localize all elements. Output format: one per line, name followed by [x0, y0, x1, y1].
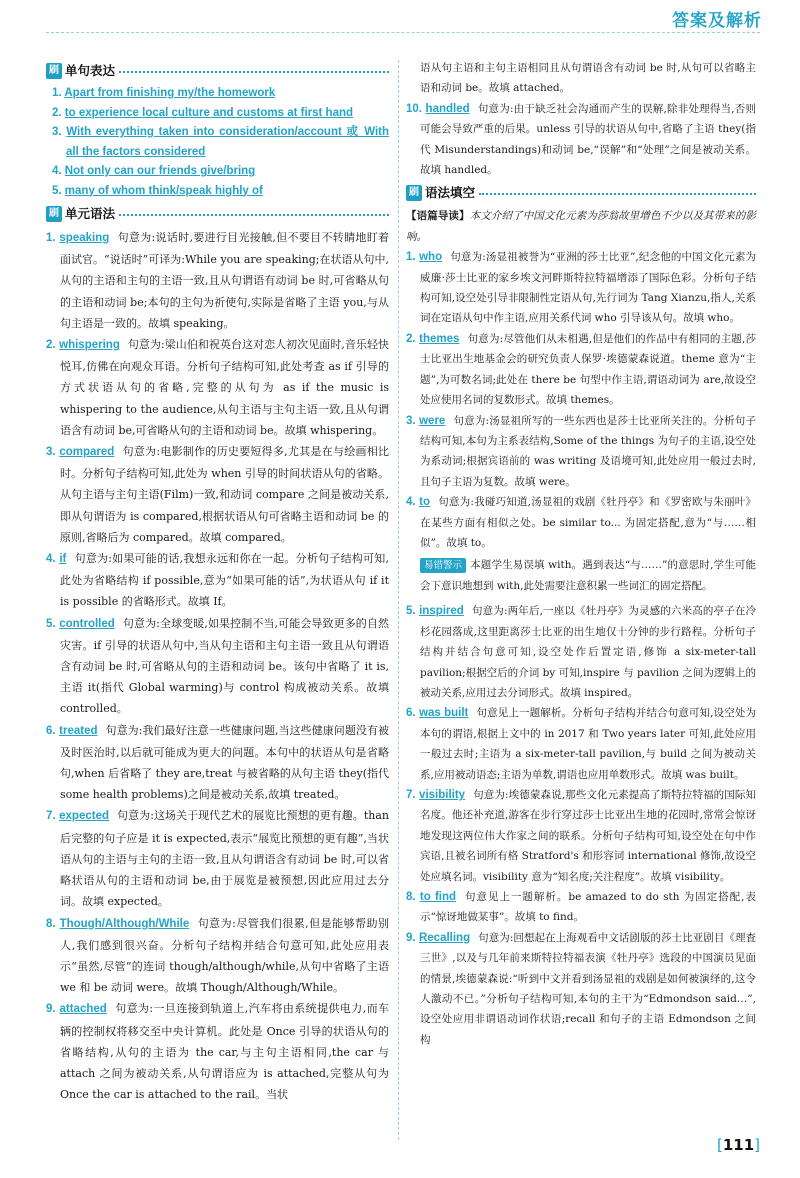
item-answer: to find	[419, 891, 457, 904]
section-badge: 刷	[406, 185, 422, 201]
item-text: 句意为:如果可能的话,我想永远和你在一起。分析句子结构可知,此处为省略结构 if possible,意为“如果可能的话”,为状语从句 if it is possible 的省略形式。故填 If。	[60, 552, 389, 609]
item-answer: were	[419, 414, 446, 427]
item-number: 10.	[406, 102, 422, 115]
item-text: 句意为:由于缺乏社会沟通而产生的误解,除非处理得当,否则可能会导致严重的后果。unless 引导的状语从句中,省略了主语 they(指代 Misunderstandings)和动词 be,“误解”和“处理”之间是被动关系。故填 handled。	[420, 102, 756, 177]
item-number: 2.	[46, 339, 56, 352]
section-title: 单元语法	[65, 206, 116, 222]
item-answer: attached	[59, 1003, 107, 1016]
item-text: 句意为:汤显祖所写的一些东西也是莎士比亚所关注的。分析句子结构可知,本句为主系表结构,Some of the things 为句子的主语,设空处为系动词;根据宾语前的 was writing 及语境可知,此处应用一般过去时,且句子主语为复数。故填 were。	[420, 414, 756, 488]
answer-number: 1.	[52, 87, 62, 99]
explanation-item	[406, 99, 756, 181]
section-title: 单句表达	[65, 63, 116, 79]
section-grammar-fill	[406, 181, 756, 205]
item-number: 2.	[406, 332, 416, 345]
dotted-rule	[119, 214, 389, 216]
item-text: 句意为:尽管他们从未相遇,但是他们的作品中有相同的主题,莎士比亚出生地基金会的研究负责人保罗·埃德蒙森说道。theme 意为“主题”,为可数名词;此处在 there be 句型中作主语,谓语动词为 are,故设空处应使用名词的复数形式。故填 themes。	[420, 332, 756, 407]
header-title: 答案及解析	[672, 11, 762, 30]
intro-label: 【语篇导读】	[406, 210, 470, 223]
item-answer: who	[419, 251, 443, 264]
explanation-item	[46, 227, 389, 334]
answer-text: many of whom think/speak highly of	[64, 184, 263, 197]
tip-label: 易错警示	[420, 558, 466, 573]
page-number: [111]	[716, 1136, 760, 1154]
dotted-rule	[119, 71, 389, 73]
column-divider	[398, 60, 399, 1140]
item-text: 句意为:梁山伯和祝英台这对恋人初次见面时,音乐轻快悦耳,仿佛在向观众耳语。分析句子结构可知,此处考查 as if 引导的方式状语从句的省略,完整的从句为 as if the music is whispering to the audience,从句主语与主句主语一致,且从句谓语含有动词 be,可省略从句的主语和动词 be。故填 whispering。	[60, 338, 390, 437]
item-number: 7.	[406, 789, 416, 801]
item-answer: to	[419, 496, 431, 509]
explanation-item	[406, 492, 756, 553]
intro-text: 本文介绍了中国文化元素为莎翁故里增色不少以及其带来的影响。	[406, 210, 756, 243]
item-answer: expected	[59, 810, 109, 823]
item-answer: Recalling	[418, 931, 471, 944]
item-number: 1.	[46, 232, 56, 244]
answer-text: Apart from finishing my/the homework	[64, 87, 276, 99]
item-answer: inspired	[419, 605, 464, 618]
item-number: 5.	[406, 605, 416, 618]
explanation-item	[46, 998, 389, 1105]
item-text: 句意为:一旦连接到轨道上,汽车将由系统提供电力,而车辆的控制权将移交至中央计算机。此处是 Once 引导的状语从句的省略结构,从句的主语为 the car,与主句主语相同,the car 与 attach 之间为被动关系,从句谓语应为 is attached,完整从句为 Once the car is attached to the rail。当状	[60, 1002, 389, 1102]
item-text: 句意为:我碰巧知道,汤显祖的戏剧《牡丹亭》和《罗密欧与朱丽叶》在某些方面有相似之处。be similar to... 为固定搭配,意为“与……相似”。故填 to。	[420, 496, 757, 549]
explanation-item	[46, 613, 389, 720]
item-number: 9.	[46, 1003, 56, 1016]
item-answer: compared	[59, 446, 115, 459]
item-text: 句意为:电影制作的历史要短得多,尤其是在与绘画相比时。分析句子结构可知,此处为 when 引导的时间状语从句的省略。从句主语与主句主语(Film)一致,和动词 compare 之间是被动关系,即从句谓语为 is compared,根据状语从句可省略主语和动词 be 的原则,省略后为 compared。故填 compared。	[60, 445, 390, 544]
explanation-item	[406, 928, 756, 1050]
answer-number: 5.	[52, 184, 62, 197]
item-number: 9.	[406, 931, 416, 944]
item-number: 3.	[406, 414, 416, 427]
item-text: 句意为:这场关于现代艺术的展览比预想的更有趣。than 后完整的句子应是 it is expected,表示“展览比预想的更有趣”,当状语从句的主语与主句的主语一致,且从句谓语含有动词 be 时,可以省略状语从句的主语和动词 be,由于展览是被预想,因此应用过去分词。故填 expected。	[60, 809, 389, 909]
answer-item	[46, 162, 389, 182]
item-text: 句意为:尽管我们很累,但是能够帮助别人,我们感到很兴奋。分析句子结构并结合句意可知,此处应用表示“虽然,尽管”的连词 though/although/while,从句中省略了主语 we 和 be 动词 were。故填 Though/Although/While。	[60, 916, 390, 995]
left-column	[46, 58, 389, 1105]
answer-item	[46, 123, 389, 162]
answer-text: to experience local culture and customs at first hand	[64, 106, 354, 119]
item-number: 3.	[46, 446, 56, 459]
explanation-item	[406, 411, 756, 493]
section-badge: 刷	[46, 206, 62, 222]
item-answer: treated	[59, 724, 98, 737]
dotted-rule	[479, 193, 756, 195]
item-number: 6.	[406, 707, 416, 720]
section-badge: 刷	[46, 63, 62, 79]
answer-text: With everything taken into consideration/account 或 With all the factors considered	[66, 126, 389, 158]
error-warning-tip	[420, 555, 756, 597]
explanation-item	[46, 913, 389, 999]
item-number: 8.	[406, 891, 416, 904]
item-number: 5.	[46, 617, 56, 630]
answer-number: 3.	[52, 126, 62, 138]
item-number: 6.	[46, 724, 56, 737]
item-text: 句意为:埃德蒙森说,那些文化元素提高了斯特拉特福的国际知名度。他还补充道,游客在步行穿过莎士比亚出生地的花园时,常常会惊讶地发现这两位伟大作家之间的联系。分析句子结构可知,设空处在句中作宾语,且被名词所有格 Stratford's 和形容词 international 修饰,故设空处应填名词。visibility 意为“知名度;关注程度”。故填 visibility。	[420, 789, 756, 883]
explanation-item	[406, 785, 756, 887]
item-text: 句意为:全球变暖,如果控制不当,可能会导致更多的自然灾害。if 引导的状语从句中,当从句主语和主句主语一致且从句谓语含有动词 be 时,可省略从句的主语和动词 be。该句中省略了 it is,主语 it(指代 Global warming)与 control 构成被动关系。故填 controlled。	[60, 616, 389, 716]
item-text: 句意为:回想起在上海观看中文话剧版的莎士比亚剧目《理査三世》,以及与几年前来斯特拉特福表演《牡丹亭》选段的中国演员见面的情景,埃德蒙森说:“听到中文并看到汤显祖的戏剧是如何被演绎的,这令人激动不已。”分析句子结构可知,本句的主干为“Edmondson said…”,设空处应用非谓语动词作状语;recall 和句子的主语 Edmondson 之间构	[420, 931, 756, 1046]
item-number: 7.	[46, 810, 56, 823]
section-title: 语法填空	[425, 185, 476, 201]
continued-text: 语从句主语和主句主语相同且从句谓语含有动词 be 时,从句可以省略主语和动词 be。故填 attached。	[420, 62, 756, 95]
item-answer: if	[59, 553, 67, 566]
item-number: 8.	[46, 917, 56, 930]
item-number: 1.	[406, 251, 416, 264]
item-number: 4.	[406, 496, 416, 509]
answer-number: 2.	[52, 106, 62, 119]
passage-intro	[406, 206, 756, 247]
answer-item	[46, 84, 389, 104]
explanation-item	[46, 548, 389, 613]
item-text: 句意为:说话时,要进行目光接触,但不要目不转睛地盯着面试官。“说话时”可译为:While you are speaking;在状语从句中,从句的主语和主句的主语一致,且从句谓语有动词 be 时,可省略从句的主语和动词 be;本句的主句为祈使句,实际是省略了主语 you,与从句主语是一致的。故填 speaking。	[60, 231, 389, 330]
item-number: 4.	[46, 553, 56, 566]
section-single-sentence	[46, 59, 389, 83]
explanation-item	[46, 441, 389, 548]
item-answer: handled	[425, 102, 470, 115]
tip-text: 本题学生易误填 with。遇到表达“与……”的意思时,学生可能会下意识地想到 with,此处需要注意积累一些词汇的固定搭配。	[420, 559, 756, 593]
item-text: 句意见上一题解析。be amazed to do sth 为固定搭配,表示“惊讶地做某事”。故填 to find。	[420, 891, 757, 924]
explanation-item	[46, 720, 389, 806]
header-divider	[46, 32, 760, 33]
answer-text: Not only can our friends give/bring	[64, 165, 256, 177]
item-answer: whispering	[59, 339, 120, 352]
item-answer: visibility	[419, 789, 466, 801]
explanation-item	[46, 334, 389, 441]
explanation-item	[406, 887, 756, 928]
item-text: 句意为:我们最好注意一些健康问题,当这些健康问题没有被及时医治时,以后就可能成为更大的问题。本句中的状语从句是省略句,when 后省略了 they are,treat 与被省略的从句主语 they(指代 some health problems)之间是被动关系,故填 treated。	[60, 723, 389, 802]
section-unit-grammar	[46, 202, 389, 226]
item-text: 句意见上一题解析。分析句子结构并结合句意可知,设空处为本句的谓语,根据上文中的 in 2017 和 Two years later 可知,此处应用一般过去时;主语为 a six-meter-tall pavilion,与 build 之间为被动关系,应用被动语态;主语为单数,谓语也应用单数形式。故填 was built。	[420, 707, 757, 781]
explanation-item	[406, 703, 756, 785]
item-answer: was built	[419, 707, 469, 720]
answer-item	[46, 182, 389, 202]
explanation-item	[406, 601, 756, 703]
explanation-item	[406, 247, 756, 329]
explanation-item	[46, 805, 389, 912]
item-answer: Though/Although/While	[59, 917, 190, 930]
right-column	[406, 58, 756, 1050]
item-answer: speaking	[59, 232, 110, 244]
answer-number: 4.	[52, 165, 62, 177]
item-text: 句意为:两年后,一座以《牡丹亭》为灵感的六米高的亭子在冷杉花园落成,这里距离莎士比亚的出生地仅十分钟的步行路程。分析句子结构并结合句意可知,设空处作后置定语,修饰 a six-meter-tall pavilion;根据空后的介词 by 可知,inspire 与 pavilion 之间为逻辑上的被动关系,应用过去分词形式。故填 inspired。	[420, 605, 757, 699]
explanation-item	[406, 329, 756, 411]
answer-item	[46, 104, 389, 124]
item-answer: themes	[419, 332, 460, 345]
item-text: 句意为:汤显祖被誉为“亚洲的莎士比亚”,纪念他的中国文化元素为威廉·莎士比亚的家乡埃文河畔斯特拉特福增添了国际色彩。分析句子结构可知,设空处引导非限制性定语从句,先行词为 Tang Xianzu,指人,关系词在定语从句中作主语,应用关系代词 who 引导该从句。故填 who。	[420, 251, 756, 325]
page-number-value: 111	[722, 1136, 755, 1154]
item-answer: controlled	[59, 617, 115, 630]
